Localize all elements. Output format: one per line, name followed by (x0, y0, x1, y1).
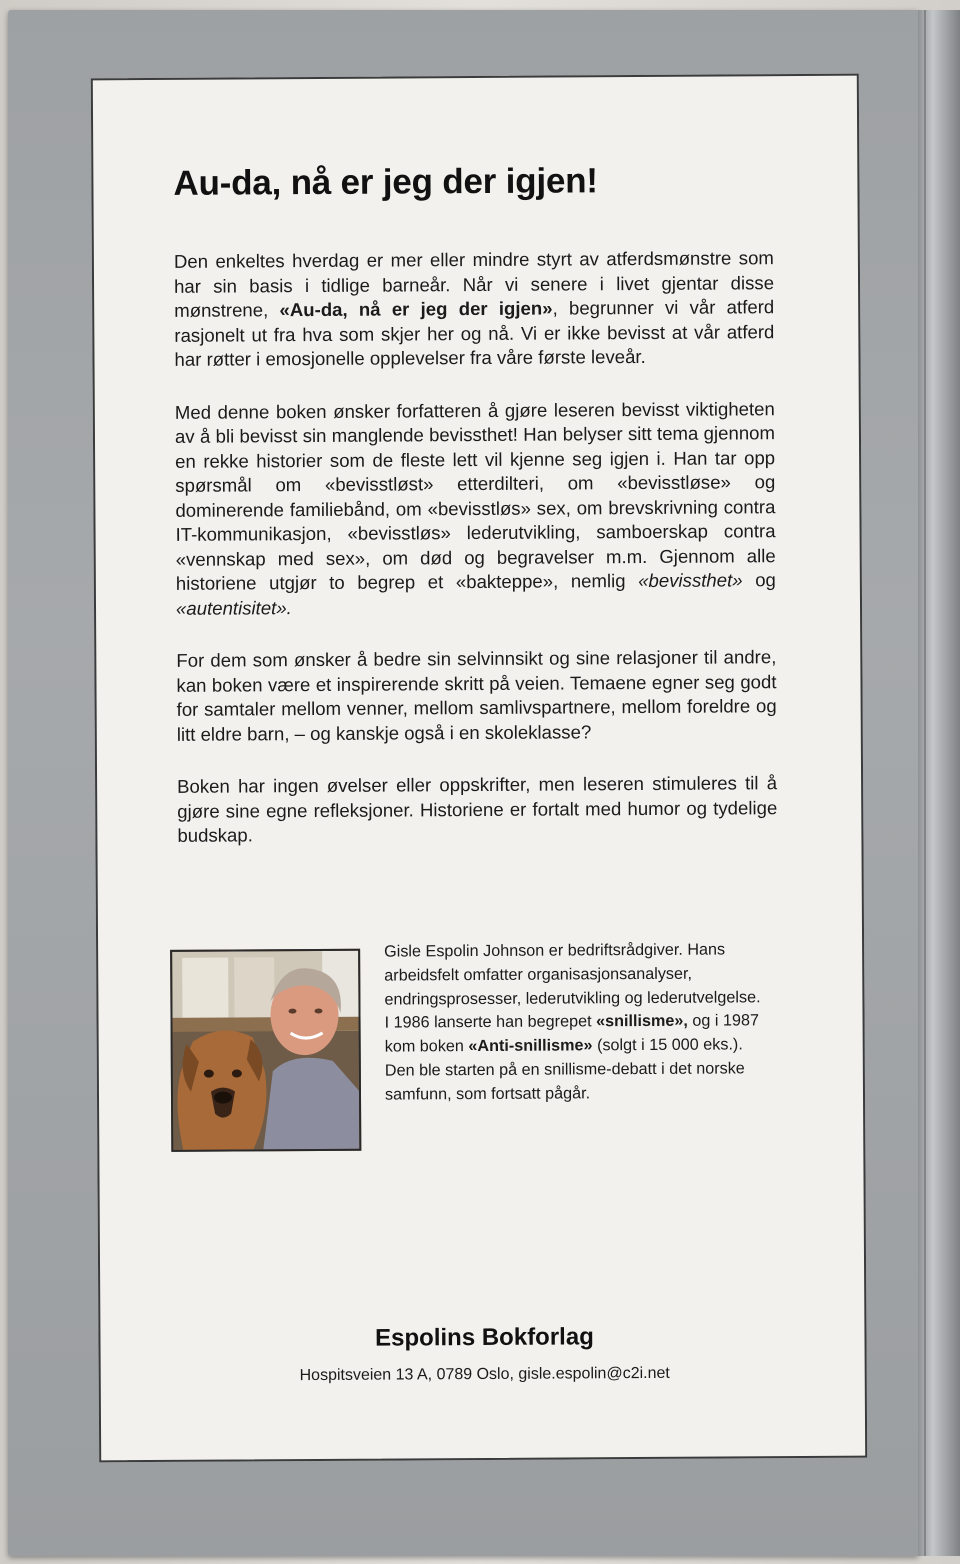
author-with-dog-image (172, 951, 359, 1150)
paragraph-2: Med denne boken ønsker forfatteren å gjøre leseren bevisst viktigheten av å bli bevisst sin manglende bevissthet! Han belyser sitt tema gjennom en rekke historier som de fleste lett vil kjenne seg igjen i. Han tar opp spørsmål om «bevisstløst» etterdilteri, om «bevisstløse» og dominerende familiebånd, om «bevisstløs» sex, om brevskrivning contra IT-kommunikasjon, «bevisstløs» lederutvikling, samboerskap contra «vennskap med sex», om død og begravelser m.m. Gjennom alle historiene utgjør to begrep et «bakteppe», nemlig «bevissthet» og «autentisitet». (174, 397, 776, 619)
quoted-title: «Au-da, nå er jeg der igjen» (279, 297, 553, 321)
book-anti-snillisme: «Anti-snillisme» (468, 1036, 593, 1056)
publisher-name: Espolins Bokforlag (375, 1323, 594, 1352)
book-title: Au-da, nå er jeg der igjen! (173, 161, 598, 203)
term-snillisme: «snillisme», (595, 1012, 688, 1031)
publisher-address: Hospitsveien 13 A, 0789 Oslo, gisle.espolin@c2i.net (299, 1364, 670, 1385)
paragraph-4: Boken har ingen øvelser eller oppskrifter, men leseren stimuleres til å gjøre sine egne refleksjoner. Historiene er fortalt med humor og tydelige budskap. (177, 772, 778, 846)
italic-term-autentisitet: «autentisitet». (175, 596, 292, 619)
author-bio: Gisle Espolin Johnson er bedriftsrådgiver. Hans arbeidsfelt omfatter organisasjonsanalyser, endringsprosesser, lederutvikling og lederutvelgelse. I 1986 lanserte han begrepet «snillisme», og i 1987 kom boken «Anti-snillisme» (solgt i 15 000 eks.). Den ble starten på en snillisme-debatt i det norske samfunn, som fortsatt pågår. (384, 940, 761, 1104)
blurb (173, 160, 777, 876)
book-spine (918, 10, 960, 1556)
paragraph-3: For dem som ønsker å bedre sin selvinnsikt og sine relasjoner til andre, kan boken være et inspirerende skritt på veien. Temaene egner seg godt for samtaler mellom venner, mellom samlivspartnere, mellom foreldre og litt eldre barn, – og kanskje også i en skoleklasse? (176, 646, 777, 745)
author-section (170, 938, 771, 1152)
paragraph-1: Den enkeltes hverdag er mer eller mindre styrt av atferdsmønstre som har sin basis i tidlige barneår. Når vi senere i livet gjentar disse mønstrene, «Au-da, nå er jeg der igjen», begrunner vi vår atferd rasjonelt ut fra hva som skjer her og nå. Vi er ikke bevisst at vår atferd har røtter i emosjonelle opplevelser fra våre første leveår. (173, 247, 775, 370)
text-panel (91, 74, 867, 1463)
italic-term-bevissthet: «bevissthet» (638, 569, 743, 592)
author-photo (170, 949, 361, 1152)
